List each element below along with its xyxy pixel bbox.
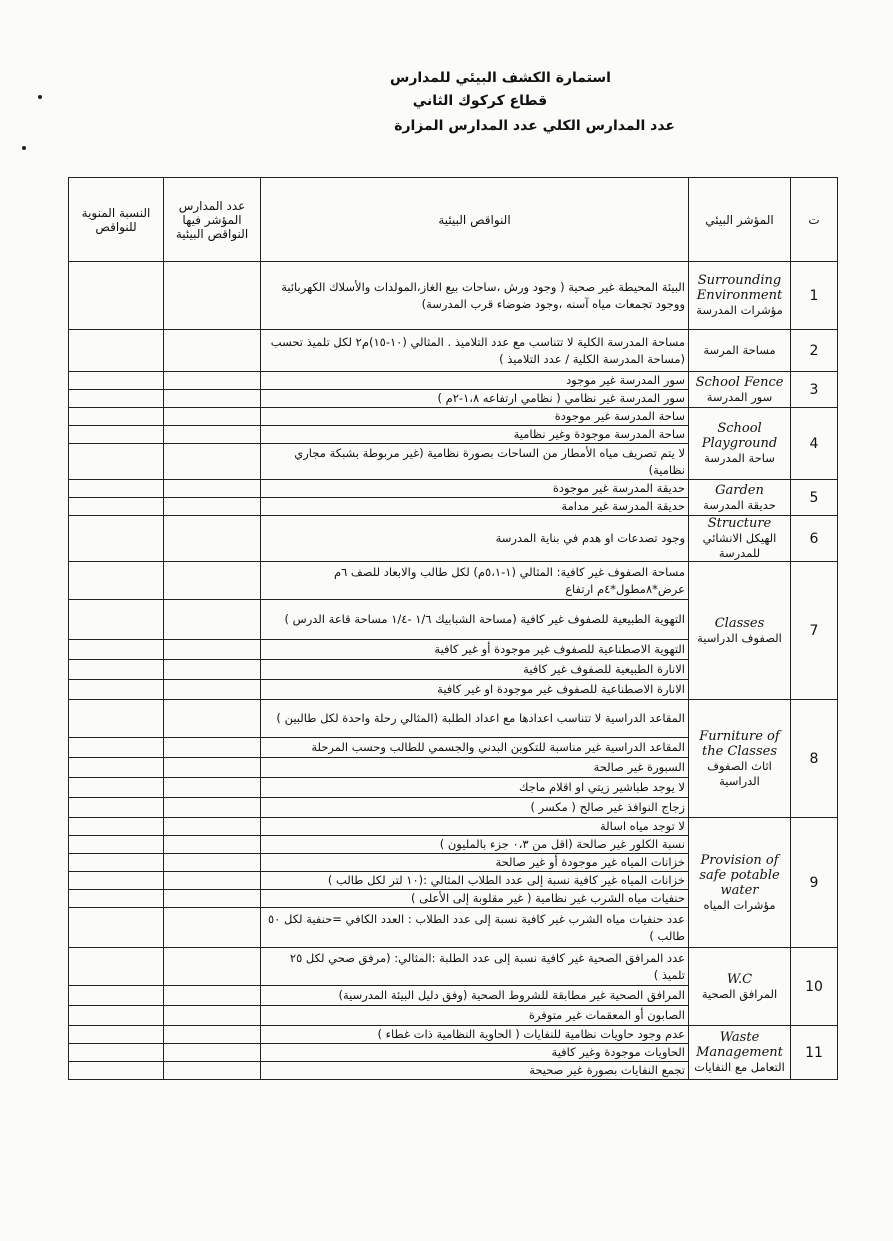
table-row [69,818,838,836]
scan-speck [38,95,42,99]
percentage-cell[interactable] [69,818,164,836]
indicator-english-handwritten: Structure [707,516,772,531]
indicator-cell [689,408,791,480]
schools-count-cell[interactable] [164,1044,261,1062]
deficiency-item: الصابون أو المعقمات غير متوفرة [261,1006,689,1026]
visited-schools-label: عدد المدارس المزارة [394,118,538,134]
schools-count-cell[interactable] [164,640,261,660]
indicator-arabic: مؤشرات المدرسة [696,303,783,317]
indicator-arabic: مساحة المرسة [703,343,776,357]
table-body [69,262,838,1080]
row-number: 7 [791,562,838,700]
percentage-cell[interactable] [69,330,164,372]
schools-count-cell[interactable] [164,854,261,872]
indicator-arabic: مؤشرات المياه [703,897,776,912]
indicator-arabic: الصفوف الدراسية [697,630,782,645]
percentage-cell[interactable] [69,908,164,948]
table-row [69,372,838,390]
schools-count-cell[interactable] [164,426,261,444]
indicator-arabic: حديقة المدرسة [703,497,776,512]
indicator-english-handwritten: Garden [715,482,764,498]
indicator-arabic: سور المدرسة [706,389,773,404]
environment-survey-table [68,177,838,1080]
indicator-cell [689,562,791,700]
percentage-cell[interactable] [69,660,164,680]
percentage-cell[interactable] [69,1026,164,1044]
percentage-cell[interactable] [69,738,164,758]
deficiency-item: عدم وجود حاويات نظامية للنفايات ( الحاوية النظامية ذات غطاء ) [261,1026,689,1044]
schools-count-cell[interactable] [164,262,261,330]
percentage-cell[interactable] [69,986,164,1006]
percentage-cell[interactable] [69,890,164,908]
deficiency-item: الانارة الاصطناعية للصفوف غير موجودة او غير كافية [261,680,689,700]
row-number: 8 [791,700,838,818]
percentage-cell[interactable] [69,408,164,426]
percentage-cell[interactable] [69,498,164,516]
percentage-cell[interactable] [69,798,164,818]
indicator-english-handwritten: Waste Management [696,1030,783,1060]
table-row [69,408,838,426]
percentage-cell[interactable] [69,1062,164,1080]
indicator-english-handwritten: W.C [726,971,753,987]
deficiency-item: المرافق الصحية غير مطابقة للشروط الصحية (وفق دليل البيئة المدرسية) [261,986,689,1006]
indicator-cell [689,330,791,372]
indicator-cell [689,262,791,330]
percentage-cell[interactable] [69,426,164,444]
schools-count-cell[interactable] [164,562,261,600]
percentage-cell[interactable] [69,562,164,600]
indicator-cell [689,1026,791,1080]
deficiency-item: التهوية الطبيعية للصفوف غير كافية (مساحة الشبابيك ١/٦ -١/٤ مساحة قاعة الدرس ) [261,600,689,640]
indicator-arabic: المرافق الصحية [701,986,778,1001]
percentage-cell[interactable] [69,948,164,986]
deficiency-item: لا يوجد طباشير زيتي او اقلام ماجك [261,778,689,798]
schools-count-cell[interactable] [164,330,261,372]
schools-count-cell[interactable] [164,908,261,948]
schools-count-cell[interactable] [164,890,261,908]
schools-count-cell[interactable] [164,818,261,836]
deficiency-item: خزانات المياه غير كافية نسبة إلى عدد الطلاب المثالي :(١٠ لتر لكل طالب ) [261,872,689,890]
deficiency-item: مساحة الصفوف غير كافية: المثالي (١-٥،١م) لكل طالب والابعاد للصف ٦م عرض*٨مطول*٤م ارتفاع [261,562,689,600]
deficiency-item: حديقة المدرسة غير موجودة [261,480,689,498]
form-title: استمارة الكشف البيئي للمدارس [390,70,611,86]
schools-count-cell[interactable] [164,758,261,778]
indicator-english-handwritten: Furniture of the Classes [699,728,780,759]
percentage-cell[interactable] [69,600,164,640]
row-number: 2 [791,330,838,372]
table-row [69,516,838,562]
col-header-no: ت [791,178,838,262]
percentage-cell[interactable] [69,778,164,798]
indicator-arabic: ساحة المدرسة [704,451,775,465]
col-header-schools-count: عدد المدارس المؤشر فيها النواقص البيئية [164,178,261,262]
table-row [69,330,838,372]
indicator-arabic: الهيكل الانشائي للمدرسة [702,531,777,560]
schools-count-cell[interactable] [164,600,261,640]
table-row [69,1026,838,1044]
schools-count-cell[interactable] [164,390,261,408]
deficiency-item: التهوية الاصطناعية للصفوف غير موجودة أو غير كافية [261,640,689,660]
schools-count-cell[interactable] [164,798,261,818]
sector-name: قطاع كركوك الثاني [412,93,548,109]
schools-count-cell[interactable] [164,1026,261,1044]
row-number: 5 [791,480,838,516]
schools-count-cell[interactable] [164,1062,261,1080]
schools-count-cell[interactable] [164,948,261,986]
indicator-arabic: التعامل مع النفايات [694,1060,785,1074]
schools-count-cell[interactable] [164,660,261,680]
total-schools-label: عدد المدارس الكلي [542,118,675,134]
percentage-cell[interactable] [69,516,164,562]
deficiency-item: وجود تصدعات او هدم في بناية المدرسة [261,516,689,562]
table-row [69,262,838,330]
deficiency-item: البيئة المحيطة غير صحية ( وجود ورش ،ساحات بيع الغاز،المولدات والأسلاك الكهربائية ووجود تجمعات مياه آسنه ،وجود ضوضاء قرب المدرسة) [261,262,689,330]
percentage-cell[interactable] [69,680,164,700]
scan-speck [22,146,26,150]
deficiency-item: الحاويات موجودة وغير كافية [261,1044,689,1062]
percentage-cell[interactable] [69,700,164,738]
indicator-cell [689,818,791,948]
schools-count-cell[interactable] [164,986,261,1006]
deficiency-item: الانارة الطبيعية للصفوف غير كافية [261,660,689,680]
table-header-row [69,178,838,262]
table-row [69,948,838,986]
indicator-cell [689,372,791,408]
schools-count-cell[interactable] [164,700,261,738]
row-number: 4 [791,408,838,480]
percentage-cell[interactable] [69,836,164,854]
schools-count-cell[interactable] [164,1006,261,1026]
indicator-english-handwritten: Surrounding Environment [696,273,783,303]
percentage-cell[interactable] [69,390,164,408]
indicator-cell [689,700,791,818]
deficiency-item: ساحة المدرسة موجودة وغير نظامية [261,426,689,444]
percentage-cell[interactable] [69,1006,164,1026]
schools-count-cell[interactable] [164,408,261,426]
deficiency-item: سور المدرسة غير موجود [261,372,689,390]
schools-count-cell[interactable] [164,836,261,854]
schools-count-cell[interactable] [164,872,261,890]
deficiency-item: عدد المرافق الصحية غير كافية نسبة إلى عدد الطلبة :المثالي: (مرفق صحي لكل ٢٥ تلميذ ) [261,948,689,986]
deficiency-item: لا توجد مياه اسالة [261,818,689,836]
row-number: 3 [791,372,838,408]
schools-count-cell[interactable] [164,444,261,480]
deficiency-item: مساحة المدرسة الكلية لا تتناسب مع عدد التلاميذ . المثالي (١٠-١٥)م٢ لكل تلميذ تحسب (مساحة المدرسة الكلية / عدد التلاميذ ) [261,330,689,372]
percentage-cell[interactable] [69,1044,164,1062]
schools-count-cell[interactable] [164,778,261,798]
indicator-english-handwritten: School Fence [695,374,784,390]
deficiency-item: نسبة الكلور غير صالحة (اقل من ٠،٣ جزء بالمليون ) [261,836,689,854]
indicator-cell [689,948,791,1026]
deficiency-item: حديقة المدرسة غير مدامة [261,498,689,516]
deficiency-item: زجاج النوافذ غير صالح ( مكسر ) [261,798,689,818]
row-number: 1 [791,262,838,330]
deficiency-item: المقاعد الدراسية غير مناسبة للتكوين البدني والجسمي للطالب وحسب المرحلة [261,738,689,758]
percentage-cell[interactable] [69,640,164,660]
row-number: 9 [791,818,838,948]
schools-count-cell[interactable] [164,498,261,516]
indicator-english-handwritten: Classes [714,615,765,631]
schools-count-cell[interactable] [164,480,261,498]
percentage-cell[interactable] [69,854,164,872]
deficiency-item: حنفيات مياه الشرب غير نظامية ( غير مقلوبة إلى الأعلى ) [261,890,689,908]
col-header-indicator: المؤشر البيئي [689,178,791,262]
indicator-cell [689,480,791,516]
indicator-english-handwritten: Provision of safe potable water [699,852,780,898]
schools-count-cell[interactable] [164,372,261,390]
deficiency-item: خزانات المياه غير موجودة أو غير صالحة [261,854,689,872]
deficiency-item: لا يتم تصريف مياه الأمطار من الساحات بصورة نظامية (غير مربوطة بشبكة مجاري نظامية) [261,444,689,480]
deficiency-item: ساحة المدرسة غير موجودة [261,408,689,426]
deficiency-item: تجمع النفايات بصورة غير صحيحة [261,1062,689,1080]
table-row [69,480,838,498]
col-header-percentage: النسبة المنوية للنواقص [69,178,164,262]
deficiency-item: المقاعد الدراسية لا تتناسب اعدادها مع اعداد الطلبة (المثالي رحلة واحدة لكل طالبين ) [261,700,689,738]
row-number: 11 [791,1026,838,1080]
indicator-arabic: اثاث الصفوف الدراسية [707,758,772,788]
school-counts [335,118,675,134]
schools-count-cell[interactable] [164,516,261,562]
percentage-cell[interactable] [69,372,164,390]
deficiency-item: السبورة غير صالحة [261,758,689,778]
percentage-cell[interactable] [69,480,164,498]
table-row [69,700,838,738]
percentage-cell[interactable] [69,262,164,330]
deficiency-item: سور المدرسة غير نظامي ( نظامي ارتفاعه ١،٨-٢م ) [261,390,689,408]
row-number: 6 [791,516,838,562]
schools-count-cell[interactable] [164,738,261,758]
deficiency-item: عدد حنفيات مياه الشرب غير كافية نسبة إلى عدد الطلاب : العدد الكافي =حنفية لكل ٥٠ طالب ) [261,908,689,948]
percentage-cell[interactable] [69,872,164,890]
table-row [69,562,838,600]
row-number: 10 [791,948,838,1026]
percentage-cell[interactable] [69,758,164,778]
col-header-deficiencies: النواقص البيئية [261,178,689,262]
indicator-cell [689,516,791,562]
indicator-english-handwritten: School Playground [701,421,778,451]
percentage-cell[interactable] [69,444,164,480]
schools-count-cell[interactable] [164,680,261,700]
